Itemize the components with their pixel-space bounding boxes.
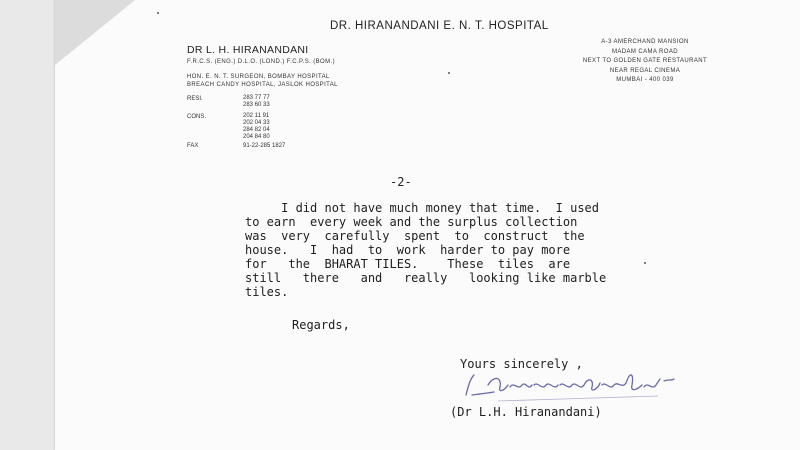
phone-number: 202 11 91 bbox=[243, 113, 270, 119]
handwritten-signature bbox=[458, 365, 688, 405]
closing: Yours sincerely , bbox=[460, 357, 583, 371]
letter-body bbox=[245, 201, 645, 299]
body-line: house. I had to work harder to pay more bbox=[245, 243, 571, 257]
speck bbox=[448, 72, 450, 74]
body-line: was very carefully spent to construct the bbox=[245, 229, 585, 243]
regards: Regards, bbox=[292, 318, 350, 332]
body-line: still there and really looking like marble bbox=[245, 271, 607, 285]
fax-label: FAX bbox=[187, 143, 199, 149]
body-line: to earn every week and the surplus collection bbox=[245, 215, 578, 229]
address-line: NEXT TO GOLDEN GATE RESTAURANT bbox=[582, 58, 708, 64]
hospital-name: DR. HIRANANDANI E. N. T. HOSPITAL bbox=[330, 20, 549, 32]
address-line: MADAM CAMA ROAD bbox=[611, 48, 678, 55]
address-line: MUMBAI - 400 039 bbox=[616, 77, 674, 83]
address-line: A-3 AMERCHAND MANSION bbox=[601, 39, 689, 45]
body-line: I did not have much money that time. I used bbox=[245, 201, 600, 215]
post-line-2: BREACH CANDY HOSPITAL, JASLOK HOSPITAL bbox=[187, 82, 338, 88]
signed-name: (Dr L.H. Hiranandani) bbox=[450, 405, 602, 419]
cons-label: CONS. bbox=[187, 114, 207, 120]
address-line: NEAR REGAL CINEMA bbox=[609, 67, 681, 74]
qualifications: F.R.C.S. (ENG.) D.L.O. (LOND.) F.C.P.S. (BOM.) bbox=[187, 59, 335, 65]
doctor-name: DR L. H. HIRANANDANI bbox=[187, 44, 309, 56]
body-line: tiles. bbox=[245, 285, 289, 299]
phone-number: 202 04 33 bbox=[243, 120, 270, 126]
speck bbox=[157, 12, 159, 14]
hospital-address bbox=[575, 38, 715, 86]
fax-number: 91-22-285 1827 bbox=[243, 143, 286, 149]
post-line-1: HON. E. N. T. SURGEON, BOMBAY HOSPITAL bbox=[187, 74, 330, 80]
speck bbox=[644, 262, 646, 264]
resi-numbers bbox=[243, 95, 270, 109]
phone-number: 204 84 80 bbox=[243, 134, 270, 140]
page-number: -2- bbox=[390, 175, 412, 189]
cons-numbers bbox=[243, 113, 270, 141]
body-line: for the BHARAT TILES. These tiles are bbox=[245, 257, 571, 271]
folded-corner bbox=[55, 0, 135, 65]
phone-number: 283 77 77 bbox=[243, 95, 270, 101]
phone-number: 283 60 33 bbox=[243, 102, 270, 108]
resi-label: RESI. bbox=[187, 96, 203, 102]
phone-number: 284 82 04 bbox=[243, 127, 270, 133]
